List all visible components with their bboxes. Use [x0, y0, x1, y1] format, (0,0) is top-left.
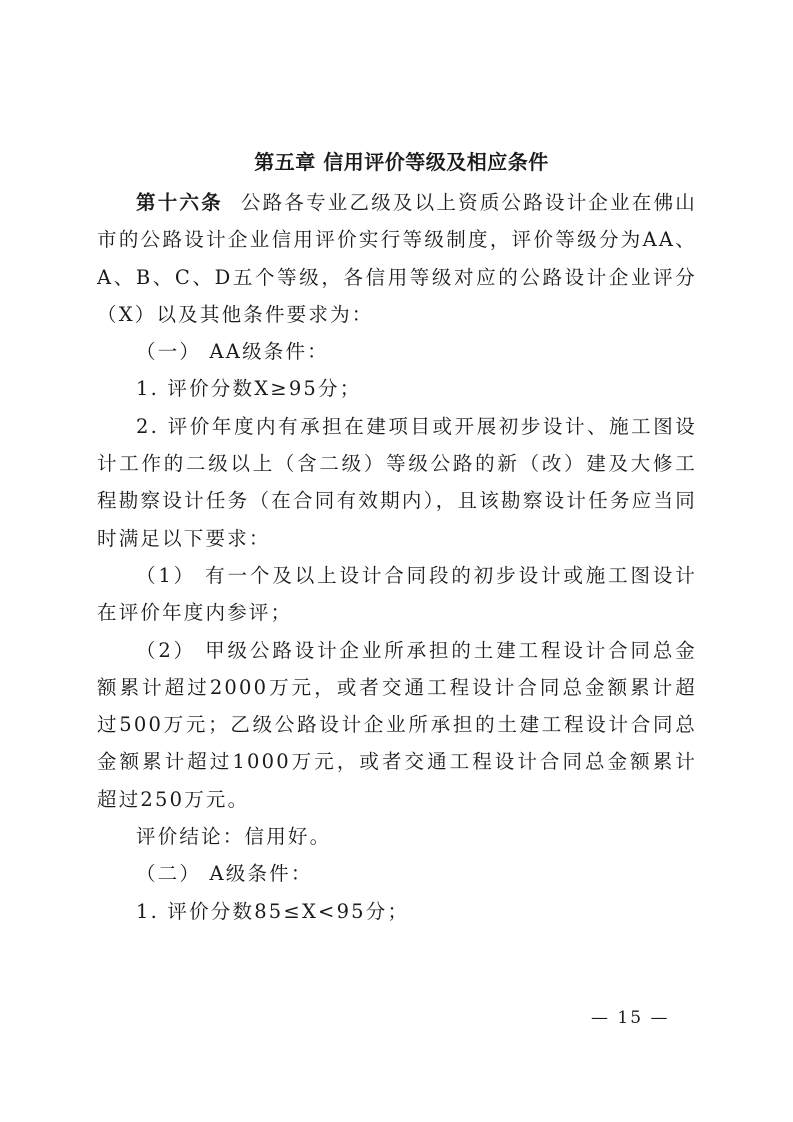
clause-item: 2. 评价年度内有承担在建项目或开展初步设计、施工图设计工作的二级以上（含二级）等级公路的新（改）建及大修工程勘察设计任务（在合同有效期内），且该勘察设计任务应当同时满足以下要求：: [97, 414, 697, 550]
clause-item: 1. 评价分数85≤X<95分；: [136, 899, 410, 923]
clause-item: 1. 评价分数X≥95分；: [136, 377, 362, 401]
article-text: 公路各专业乙级及以上资质公路设计企业在佛山市的公路设计企业信用评价实行等级制度，评价等级分为AA、A、B、C、D五个等级，各信用等级对应的公路设计企业评分（X）以及其他条件要求为：: [97, 191, 697, 326]
evaluation-conclusion: 评价结论：信用好。: [136, 825, 332, 849]
clause-subitem: （1） 有一个及以上设计合同段的初步设计或施工图设计在评价年度内参评；: [97, 563, 697, 625]
clause-subitem: （2） 甲级公路设计企业所承担的土建工程设计合同总金额累计超过2000万元，或者交通工程设计合同总金额累计超过500万元；乙级公路设计企业所承担的土建工程设计合同总金额累计超过1000万元，或者交通工程设计合同总金额累计超过250万元。: [97, 638, 697, 811]
chapter-title: 第五章 信用评价等级及相应条件: [254, 150, 549, 174]
article-number: 第十六条: [136, 191, 223, 214]
clause-heading-a: （二） A级条件：: [136, 862, 313, 886]
article-paragraph: [97, 184, 697, 333]
body-text: [97, 184, 697, 930]
clause-heading-aa: （一） AA级条件：: [136, 340, 329, 364]
page-number: — 15 —: [591, 1008, 670, 1028]
